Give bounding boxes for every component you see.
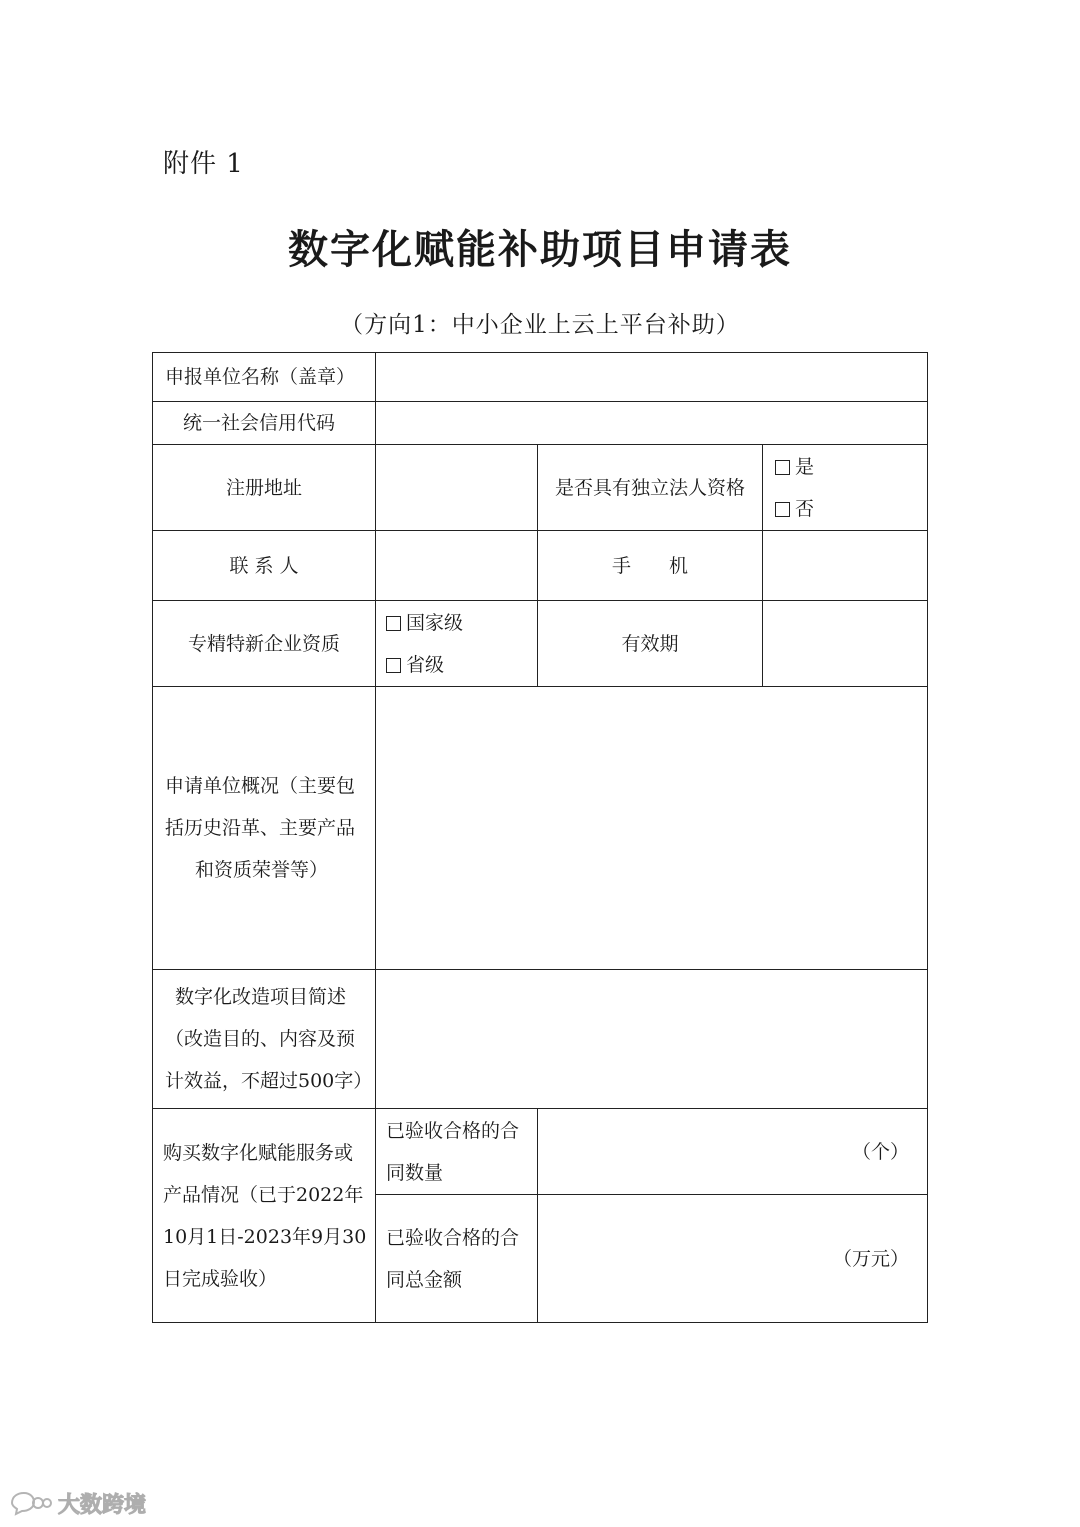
- mobile-label: 手 机: [611, 554, 688, 577]
- qualification-options: [376, 601, 537, 686]
- applicant-name-field[interactable]: [376, 353, 927, 401]
- contract-count-label: 已验收合格的合 同数量: [386, 1119, 520, 1184]
- checkbox-icon[interactable]: [386, 658, 401, 673]
- registered-address-label: 注册地址: [225, 476, 302, 499]
- checkbox-icon[interactable]: [775, 502, 790, 517]
- contract-amount-field[interactable]: [538, 1195, 927, 1322]
- purchase-label: 购买数字化赋能服务或 产品情况（已于2022年 10月1日-2023年9月30 日完成验收）: [163, 1141, 367, 1290]
- legal-person-no-option[interactable]: 否: [775, 488, 814, 530]
- contract-count-unit: （个）: [851, 1140, 909, 1163]
- contact-field[interactable]: [376, 531, 537, 600]
- legal-person-label: 是否具有独立法人资格: [554, 476, 745, 499]
- qualification-national-option[interactable]: 国家级: [386, 602, 463, 644]
- project-summary-label: 数字化改造项目简述 （改造目的、内容及预 计效益，不超过500字）: [165, 986, 373, 1092]
- speech-bubble-logo-icon: [8, 1490, 52, 1516]
- form-subtitle: （方向1：中小企业上云上平台补助）: [340, 312, 740, 338]
- qualification-label: 专精特新企业资质: [187, 632, 340, 655]
- contact-label: 联 系 人: [229, 554, 299, 577]
- qualification-provincial-option[interactable]: 省级: [386, 644, 444, 686]
- legal-person-options: [763, 445, 927, 530]
- mobile-field[interactable]: [763, 531, 927, 600]
- credit-code-field[interactable]: [376, 402, 927, 444]
- applicant-name-label: 申报单位名称（盖章）: [165, 366, 356, 388]
- contract-count-field[interactable]: [538, 1109, 927, 1194]
- watermark-text: 大数跨境: [58, 1492, 147, 1518]
- validity-label: 有效期: [621, 632, 679, 655]
- registered-address-field[interactable]: [376, 445, 537, 530]
- contract-amount-label: 已验收合格的合 同总金额: [386, 1226, 520, 1291]
- contract-amount-unit: （万元）: [832, 1247, 909, 1270]
- checkbox-icon[interactable]: [775, 460, 790, 475]
- form-title: 数字化赋能补助项目申请表: [288, 226, 792, 273]
- project-summary-field[interactable]: [376, 970, 927, 1108]
- validity-field[interactable]: [763, 601, 927, 686]
- legal-person-yes-option[interactable]: 是: [775, 446, 814, 488]
- overview-label: 申请单位概况（主要包 括历史沿革、主要产品 和资质荣誉等）: [165, 775, 356, 881]
- attachment-label: 附件 1: [163, 149, 244, 179]
- credit-code-label: 统一社会信用代码: [183, 412, 336, 434]
- watermark: [8, 1488, 146, 1518]
- overview-field[interactable]: [376, 687, 927, 969]
- checkbox-icon[interactable]: [386, 616, 401, 631]
